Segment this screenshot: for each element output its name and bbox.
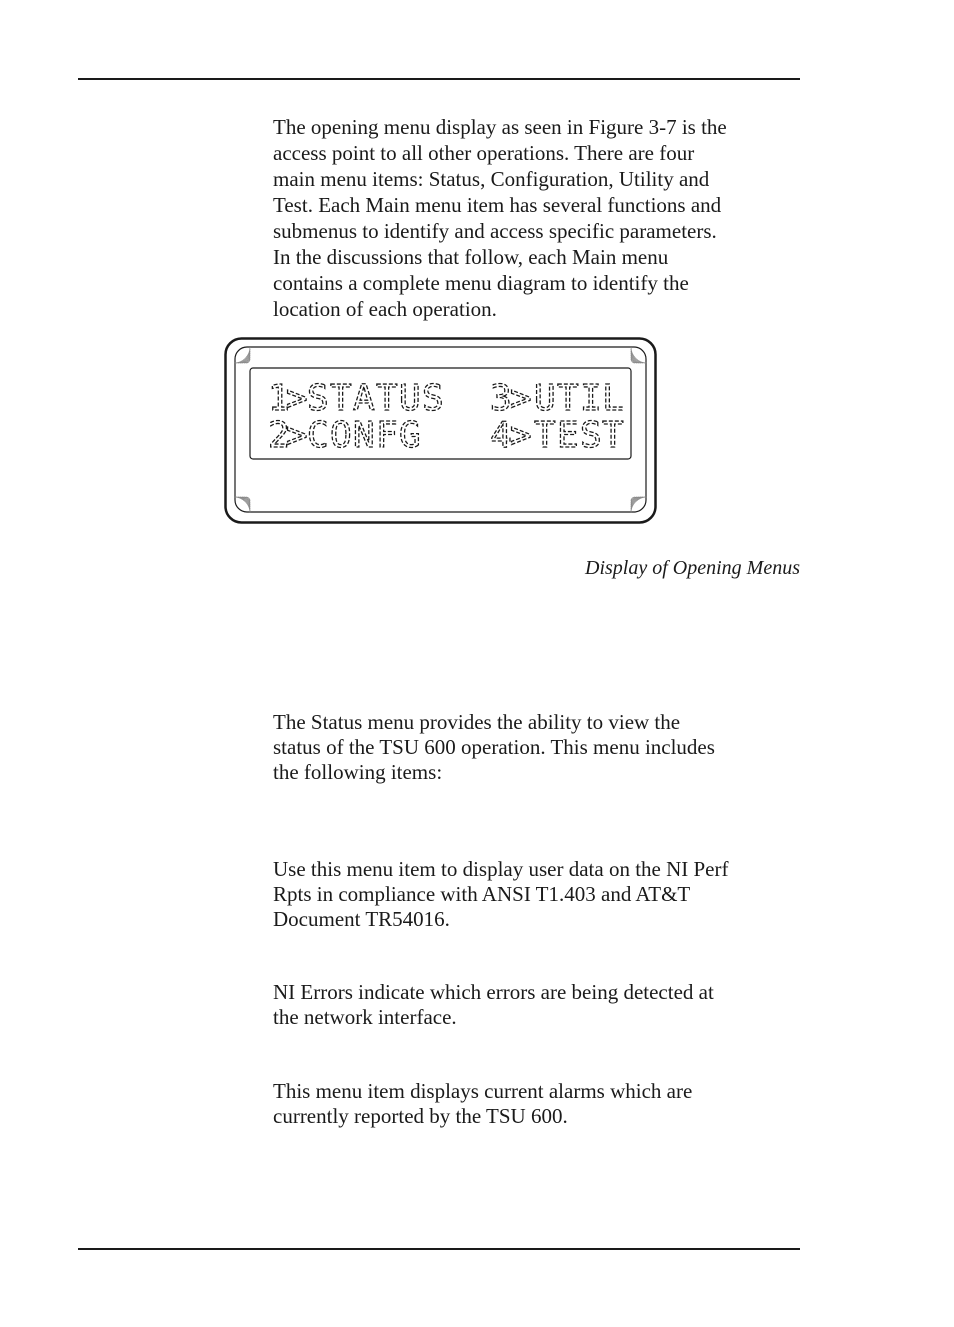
lcd-char: A <box>353 378 375 419</box>
ni-errors-description: NI Errors indicate which errors are being detected at the network interface. <box>273 980 714 1029</box>
lcd-char: S <box>580 415 602 456</box>
lcd-char: I <box>580 378 602 419</box>
lcd-char: O <box>330 415 352 456</box>
lcd-char: C <box>307 415 329 456</box>
status-menu-intro: The Status menu provides the ability to view the status of the TSU 600 operation. This menu includes the following items: <box>273 710 715 784</box>
intro-paragraph: The opening menu display as seen in Figure 3-7 is the access point to all other operations. There are four main menu items: Status, Configuration, Utility and Test. Each Main menu item has several functions and submenus to identify and access specific parameters. In the discussions that follow, each Main menu contains a complete menu diagram to identify the location of each operation. <box>273 115 727 321</box>
lcd-char: T <box>557 378 579 419</box>
lcd-char: U <box>399 378 421 419</box>
lcd-char: G <box>399 415 421 456</box>
ni-perf-rpts-description: Use this menu item to display user data on the NI Perf Rpts in compliance with ANSI T1.403 and AT&T Document TR54016. <box>273 857 729 931</box>
lcd-char: T <box>534 415 556 456</box>
lcd-char: T <box>376 378 398 419</box>
lcd-char: S <box>422 378 444 419</box>
lcd-char: F <box>376 415 398 456</box>
bottom-rule <box>78 1248 800 1250</box>
lcd-char: > <box>286 415 308 456</box>
lcd-char: T <box>330 378 352 419</box>
lcd-char: > <box>286 378 308 419</box>
lcd-display <box>224 337 657 524</box>
alarms-description: This menu item displays current alarms which are currently reported by the TSU 600. <box>273 1079 693 1128</box>
top-rule <box>78 78 800 80</box>
lcd-char: > <box>510 378 532 419</box>
lcd-display-figure <box>224 337 657 524</box>
lcd-char: 4 <box>490 415 512 456</box>
figure-caption: Display of Opening Menus <box>585 557 800 579</box>
lcd-char: N <box>353 415 375 456</box>
lcd-char: U <box>534 378 556 419</box>
lcd-char: T <box>602 415 624 456</box>
lcd-char: 1 <box>268 378 290 419</box>
lcd-char: E <box>557 415 579 456</box>
lcd-char: L <box>602 378 624 419</box>
lcd-char: S <box>307 378 329 419</box>
lcd-char: 3 <box>490 378 512 419</box>
lcd-char: > <box>510 415 532 456</box>
lcd-char: 2 <box>268 415 290 456</box>
